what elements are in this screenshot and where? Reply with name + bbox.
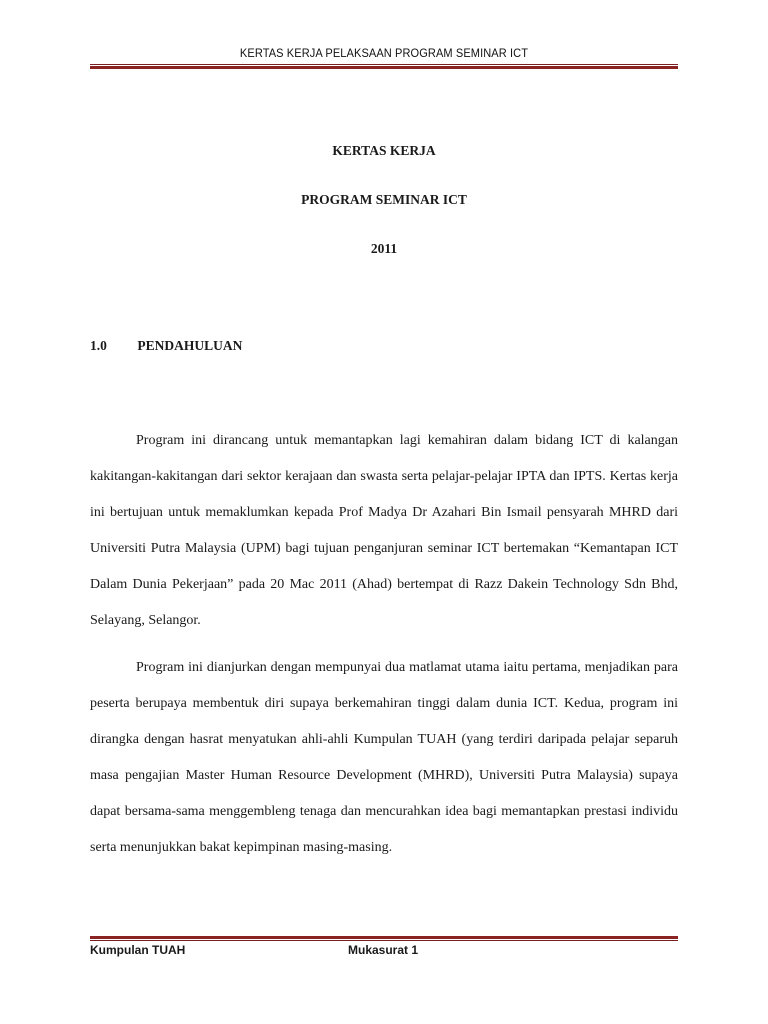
paragraph-text: Program ini dirancang untuk memantapkan lagi kemahiran dalam bidang ICT di kalangan kakitangan-kakitangan dari sektor kerajaan dan swasta serta pelajar-pelajar IPTA dan IPTS. Kertas kerja ini bertujuan untuk memaklumkan kepada Prof Madya Dr Azahari Bin Ismail pensyarah MHRD dari Universiti Putra Malaysia (UPM) bagi tujuan penganjuran seminar ICT bertemakan “Kemantapan ICT Dalam Dunia Pekerjaan” pada 20 Mac 2011 (Ahad) bertempat di Razz Dakein Technology Sdn Bhd, Selayang, Selangor. — [90, 433, 678, 628]
document-title: KERTAS KERJA — [332, 143, 436, 158]
paragraph-1 — [90, 423, 678, 638]
footer-rule-thin — [90, 940, 678, 941]
running-header: KERTAS KERJA PELAKSAAN PROGRAM SEMINAR ICT — [239, 46, 529, 60]
document-year: 2011 — [370, 241, 398, 256]
paragraph-text: Program ini dianjurkan dengan mempunyai dua matlamat utama iaitu pertama, menjadikan para peserta berupaya membentuk diri supaya berkemahiran tinggi dalam dunia ICT. Kedua, program ini dirangka dengan hasrat menyatukan ahli-ahli Kumpulan TUAH (yang terdiri daripada pelajar separuh masa pengajian Master Human Resource Development (MHRD), Universiti Putra Malaysia) supaya dapat bersama-sama menggembleng tenaga dan mencurahkan idea bagi memantapkan prestasi individu serta menunjukkan bakat kepimpinan masing-masing. — [90, 660, 678, 855]
footer-rule-thick — [90, 936, 678, 939]
header-rule-thick — [90, 66, 678, 69]
section-heading — [90, 338, 242, 354]
paragraph-2 — [90, 650, 678, 865]
section-number: 1.0 — [90, 338, 107, 353]
document-subtitle: PROGRAM SEMINAR ICT — [301, 192, 467, 207]
header-rule-thin — [90, 64, 678, 65]
footer-page-number: Mukasurat 1 — [348, 943, 419, 957]
section-title: PENDAHULUAN — [137, 338, 243, 353]
footer-group: Kumpulan TUAH — [90, 943, 186, 957]
